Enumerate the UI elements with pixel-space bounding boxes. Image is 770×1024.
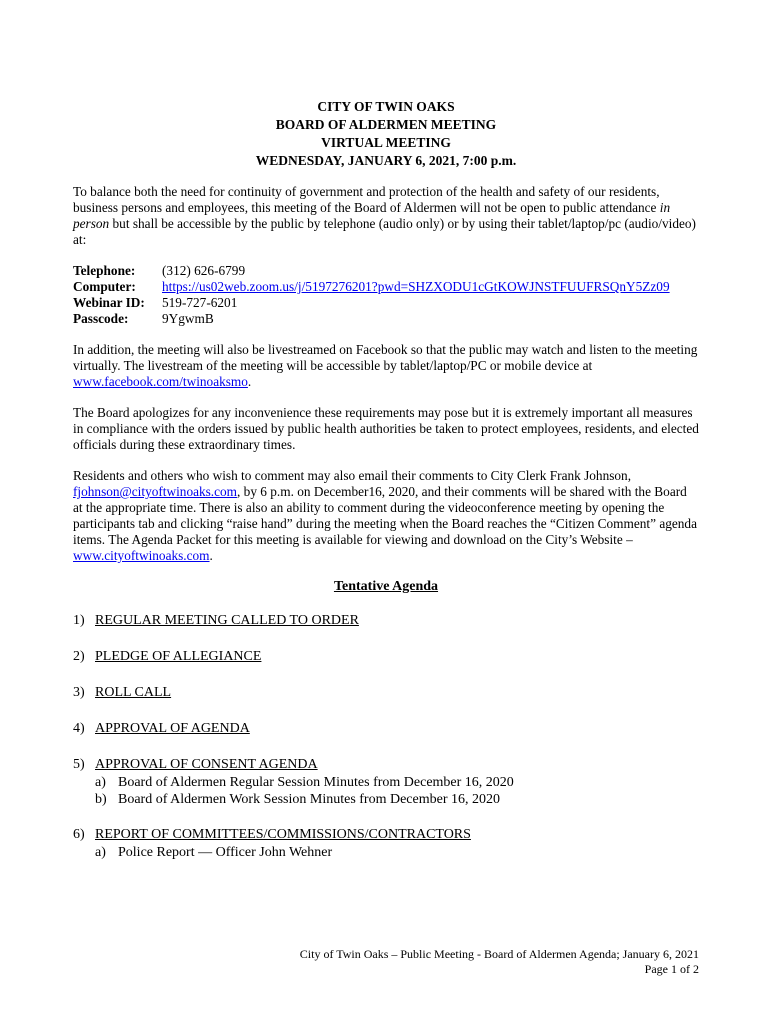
document-header (73, 98, 699, 170)
agenda-item-title: APPROVAL OF CONSENT AGENDA (95, 757, 318, 772)
computer-label: Computer: (73, 279, 136, 294)
subitem-text: Board of Aldermen Work Session Minutes from December 16, 2020 (118, 792, 500, 807)
passcode-value: 9YgwmB (162, 311, 214, 326)
footer-title: City of Twin Oaks – Public Meeting - Board of Aldermen Agenda; January 6, 2021 (299, 947, 699, 961)
agenda-list (73, 612, 699, 861)
agenda-item-number: 4) (73, 721, 85, 736)
subitem-text: Board of Aldermen Regular Session Minutes from December 16, 2020 (118, 775, 514, 790)
agenda-item (73, 684, 699, 702)
agenda-item (73, 612, 699, 630)
agenda-item-number: 5) (73, 757, 85, 772)
header-date: WEDNESDAY, JANUARY 6, 2021, 7:00 p.m. (255, 153, 517, 168)
facebook-end: . (247, 374, 252, 389)
intro-text-1: To balance both the need for continuity of government and protection of the health and safety of our residents, business persons and employees, this meeting of the Board of Aldermen will not be open to public attendance (73, 184, 660, 215)
city-website-link[interactable]: www.cityoftwinoaks.com (73, 548, 210, 563)
subitem-text: Police Report — Officer John Wehner (118, 845, 333, 860)
comments-paragraph (73, 468, 699, 564)
subitem-letter: a) (95, 775, 106, 790)
telephone-value: (312) 626-6799 (162, 263, 246, 278)
telephone-label: Telephone: (73, 263, 136, 278)
intro-paragraph (73, 184, 699, 248)
agenda-item-number: 3) (73, 685, 85, 700)
facebook-link[interactable]: www.facebook.com/twinoaksmo (73, 374, 248, 389)
comments-text-2: , by 6 p.m. on December16, 2020, and their comments will be shared with the Board at the appropriate time. There is also an ability to comment during the videoconference meeting by opening the participants tab and clicking “raise hand” during the meeting when the Board reaches the “Citizen Comment” agenda items. The Agenda Packet for this meeting is available for viewing and download on the City’s Website – (73, 484, 697, 547)
agenda-item (73, 648, 699, 666)
clerk-email-link[interactable]: fjohnson@cityoftwinoaks.com (73, 484, 238, 499)
subitem-letter: b) (95, 792, 107, 807)
agenda-item-title: REPORT OF COMMITTEES/COMMISSIONS/CONTRACTORS (95, 827, 471, 842)
header-city: CITY OF TWIN OAKS (317, 99, 455, 114)
agenda-subitem (73, 844, 699, 861)
page-footer (300, 947, 699, 977)
intro-text-2: but shall be accessible by the public by telephone (audio only) or by using their tablet/laptop/pc (audio/video) at: (73, 216, 696, 247)
document-page (73, 98, 699, 879)
header-virtual: VIRTUAL MEETING (321, 135, 451, 150)
subitem-letter: a) (95, 845, 106, 860)
agenda-item-number: 6) (73, 827, 85, 842)
passcode-label: Passcode: (73, 311, 129, 326)
webinar-row (73, 295, 699, 311)
facebook-text: In addition, the meeting will also be livestreamed on Facebook so that the public may watch and listen to the meeting virtually. The livestream of the meeting will be accessible by tablet/laptop/PC or mobile device at (73, 342, 698, 373)
comments-end: . (209, 548, 213, 563)
contact-block (73, 263, 699, 327)
facebook-paragraph (73, 342, 699, 390)
footer-page-number: Page 1 of 2 (644, 962, 699, 976)
agenda-item-title: REGULAR MEETING CALLED TO ORDER (95, 613, 359, 628)
header-board: BOARD OF ALDERMEN MEETING (275, 117, 497, 132)
agenda-item-title: APPROVAL OF AGENDA (95, 721, 250, 736)
agenda-title: Tentative Agenda (333, 579, 439, 594)
agenda-item (73, 720, 699, 738)
zoom-link[interactable]: https://us02web.zoom.us/j/5197276201?pwd=SHZXODU1cGtKOWJNSTFUUFRSQnY5Zz09 (162, 279, 670, 294)
apology-paragraph: The Board apologizes for any inconvenience these requirements may pose but it is extremely important all measures in compliance with the orders issued by public health authorities be taken to protect employees, residents, and elected officials during these extraordinary times. (73, 405, 699, 452)
intro-emphasis: in person (73, 200, 671, 231)
agenda-item-title: PLEDGE OF ALLEGIANCE (95, 649, 262, 664)
agenda-item-number: 2) (73, 649, 85, 664)
comments-text-1: Residents and others who wish to comment may also email their comments to City Clerk Frank Johnson, (73, 468, 632, 483)
webinar-label: Webinar ID: (73, 295, 145, 310)
telephone-row (73, 263, 699, 279)
webinar-value: 519-727-6201 (162, 295, 238, 310)
agenda-subitem (73, 791, 699, 808)
agenda-item (73, 826, 699, 861)
agenda-item-title: ROLL CALL (95, 685, 172, 700)
agenda-subitem (73, 774, 699, 791)
agenda-item-number: 1) (73, 613, 85, 628)
agenda-item (73, 756, 699, 808)
computer-row (73, 279, 699, 295)
passcode-row (73, 311, 699, 327)
